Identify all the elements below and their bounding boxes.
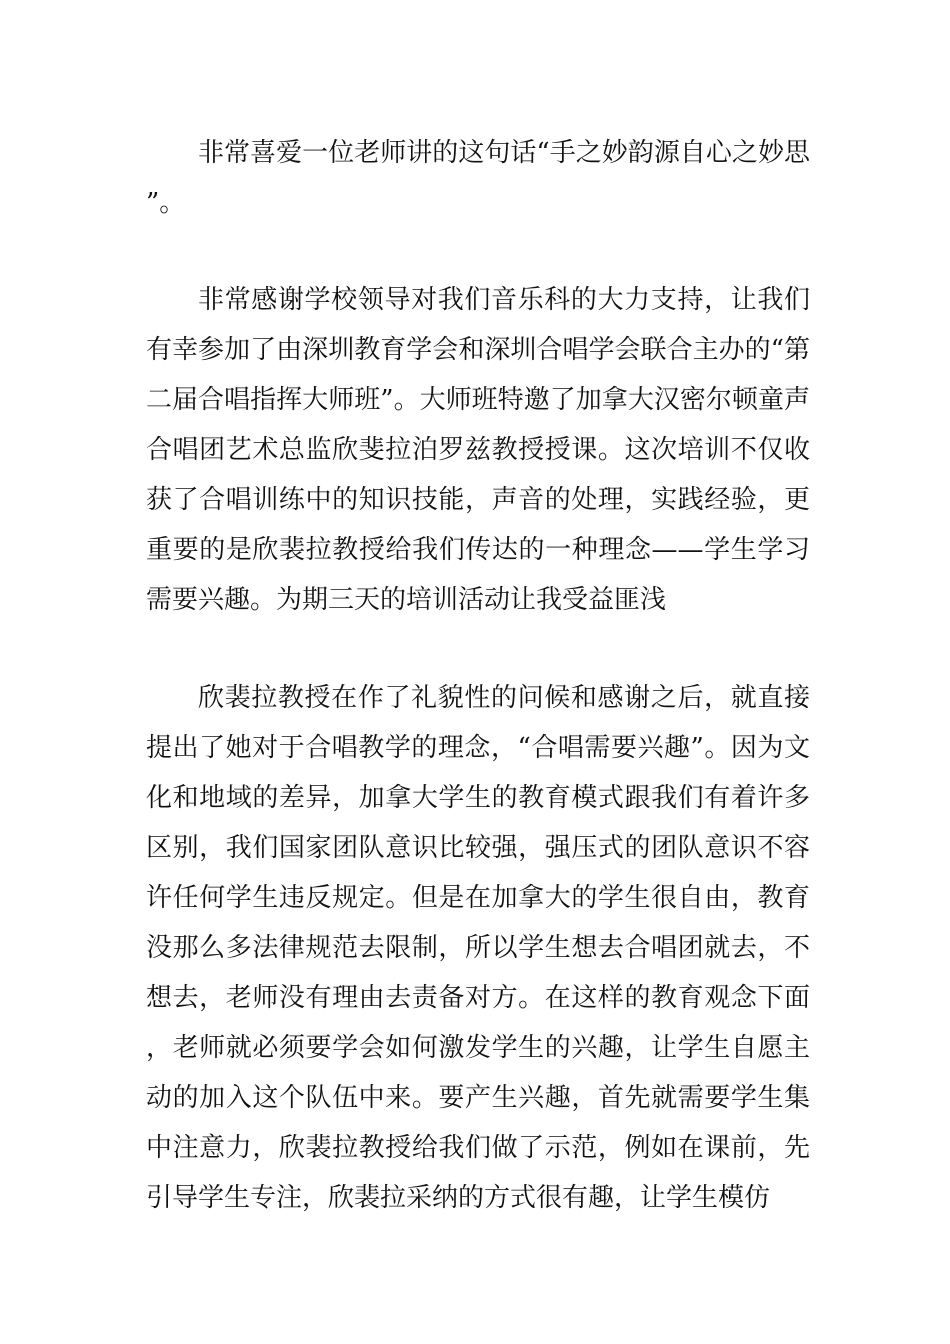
paragraph-teaching-philosophy: 欣裴拉教授在作了礼貌性的问候和感谢之后，就直接提出了她对于合唱教学的理念，“合唱需要兴趣”。因为文化和地域的差异，加拿大学生的教育模式跟我们有着许多区别，我们国家团队意识比较强，强压式的团队意识不容许任何学生违反规定。但是在加拿大的学生很自由，教育没那么多法律规范去限制，所以学生想去合唱团就去，不想去，老师没有理由去责备对方。在这样的教育观念下面，老师就必须要学会如何激发学生的兴趣，让学生自愿主动的加入这个队伍中来。要产生兴趣，首先就需要学生集中注意力，欣裴拉教授给我们做了示范，例如在课前，先引导学生专注，欣裴拉采纳的方式很有趣，让学生模仿 <box>146 683 810 1213</box>
paragraph-quote-intro: 非常喜爱一位老师讲的这句话“手之妙韵源自心之妙思”。 <box>146 138 810 218</box>
paragraph-masterclass-thanks: 非常感谢学校领导对我们音乐科的大力支持，让我们有幸参加了由深圳教育学会和深圳合唱学会联合主办的“第二届合唱指挥大师班”。大师班特邀了加拿大汉密尔顿童声合唱团艺术总监欣斐拉泊罗兹教授授课。这次培训不仅收获了合唱训练中的知识技能，声音的处理，实践经验，更重要的是欣裴拉教授给我们传达的一种理念——学生学习需要兴趣。为期三天的培训活动让我受益匪浅 <box>146 285 810 615</box>
